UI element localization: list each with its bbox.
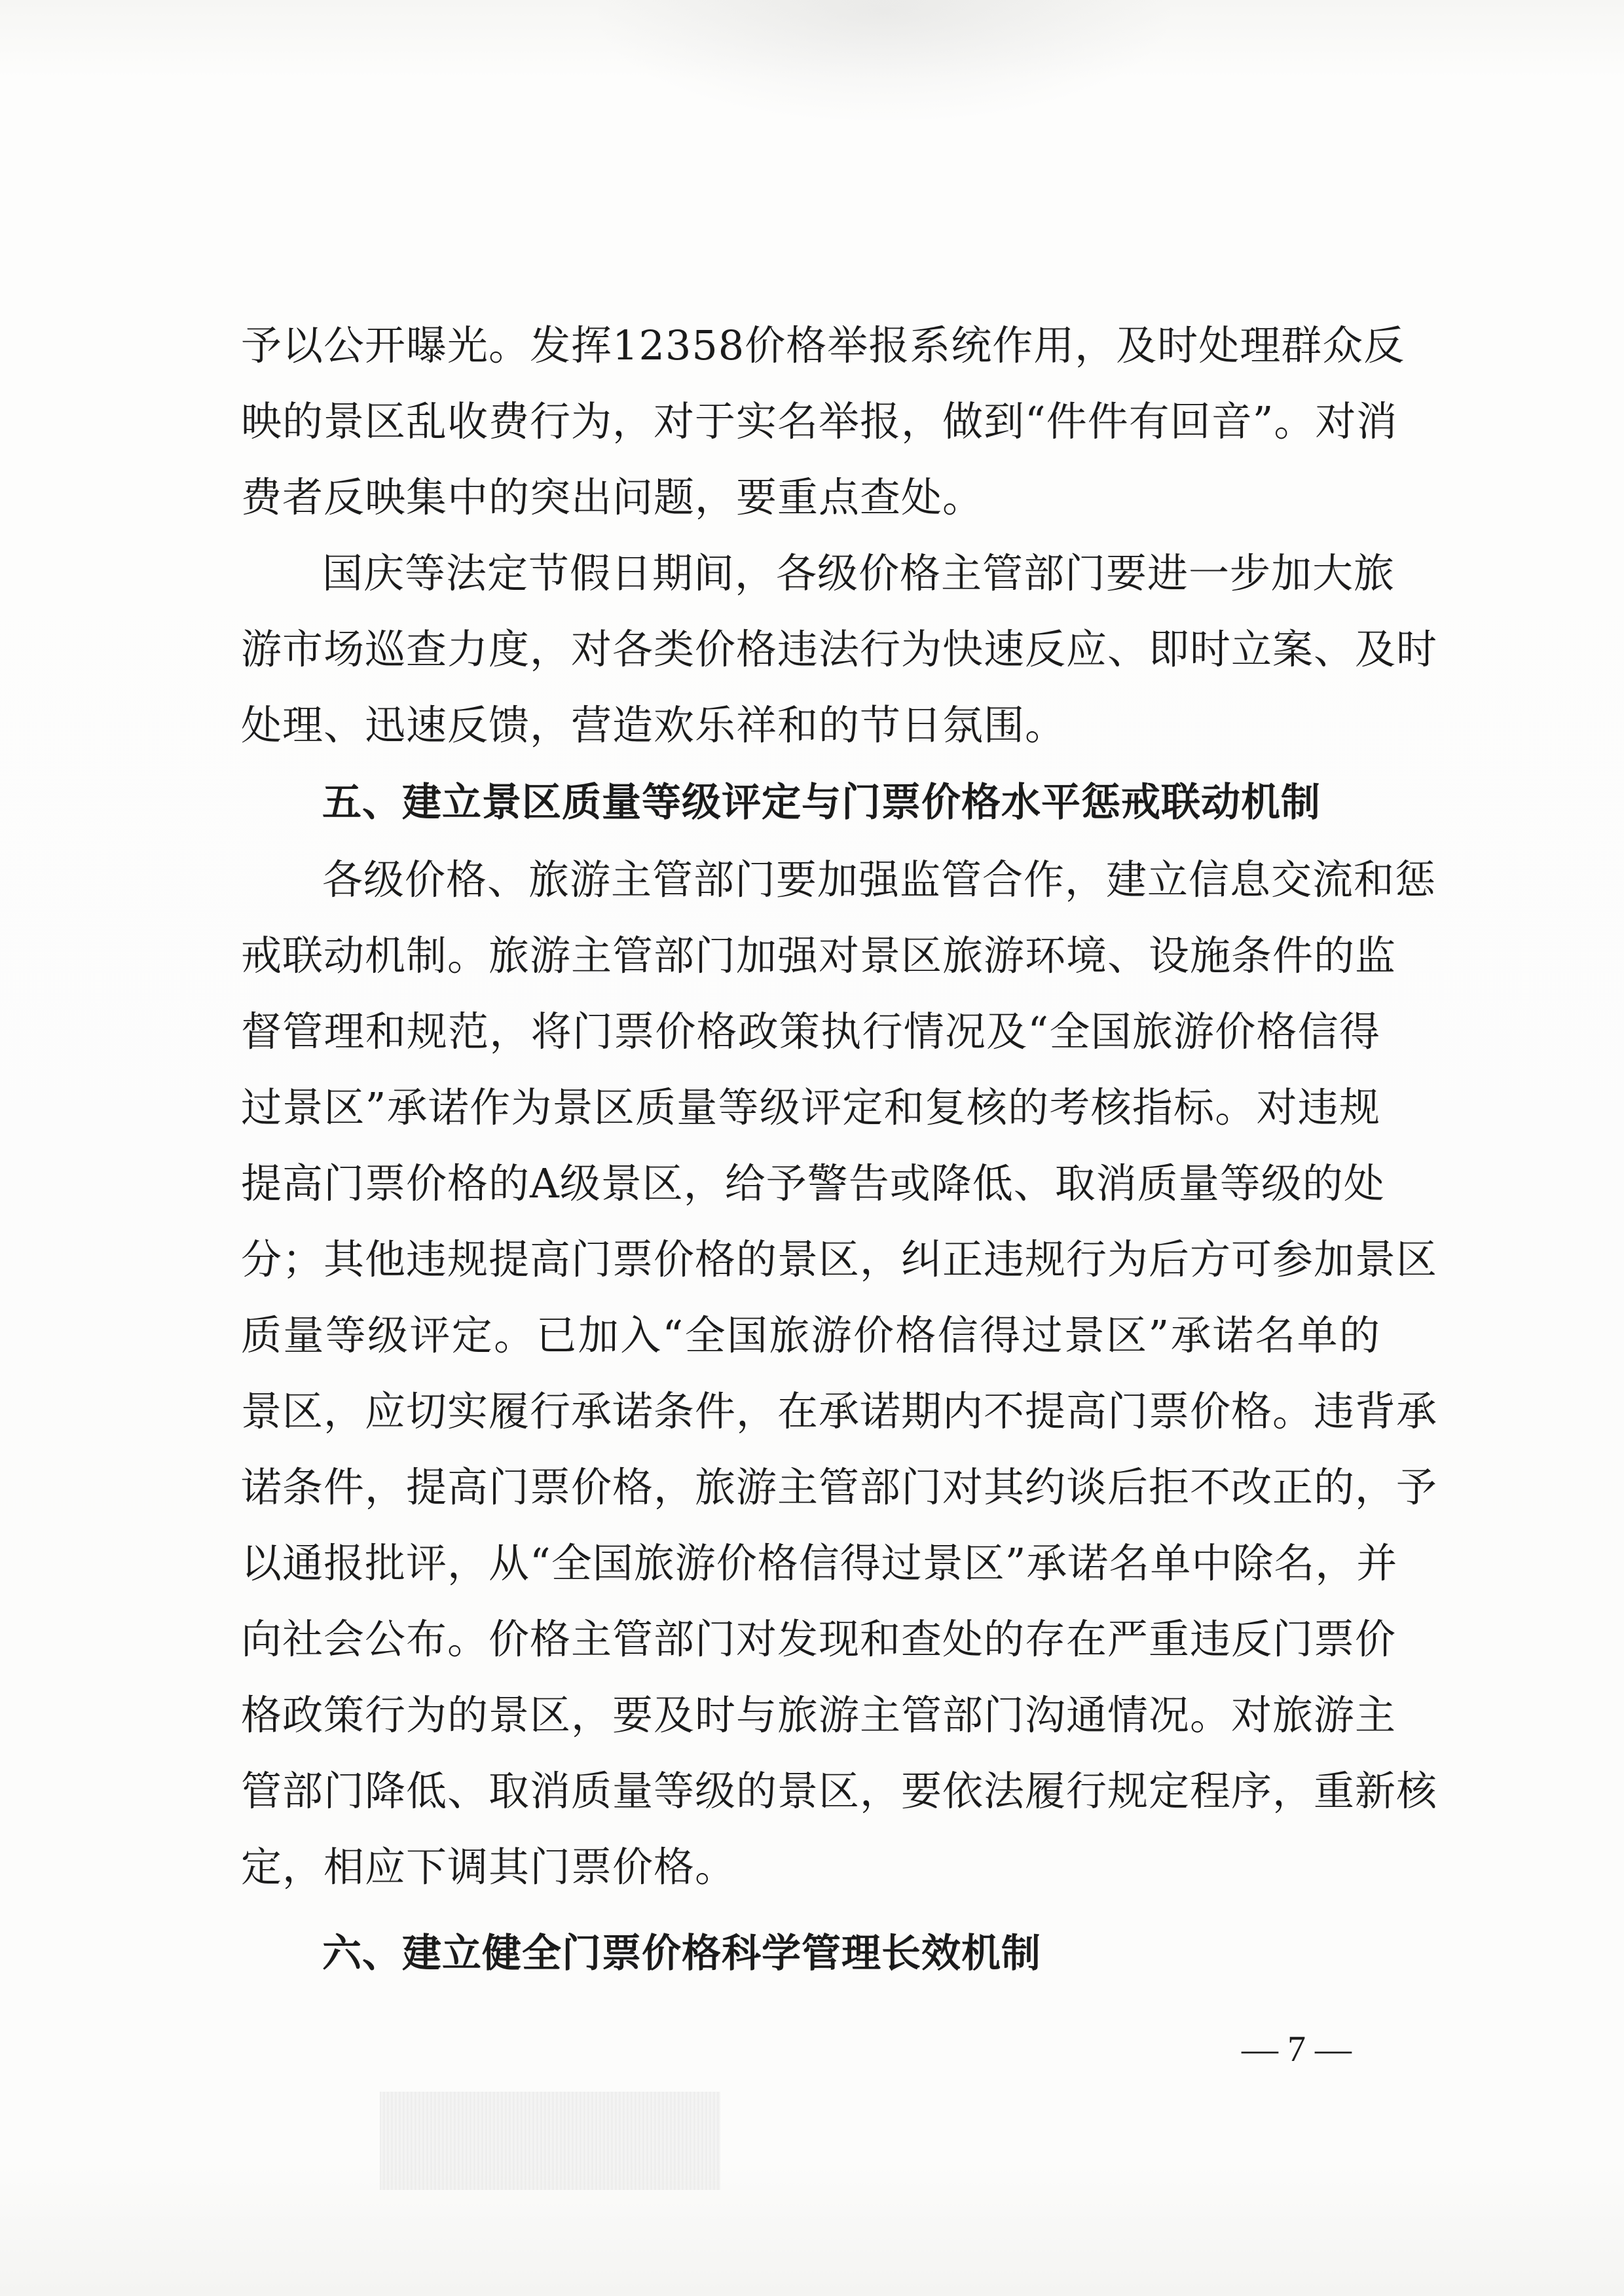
paragraph-line: 映的景区乱收费行为，对于实名举报，做到“件件有回音”。对消 xyxy=(241,397,1398,445)
paragraph-line: 格政策行为的景区，要及时与旅游主管部门沟通情况。对旅游主 xyxy=(241,1691,1397,1739)
paragraph-line: 予以公开曝光。发挥12358价格举报系统作用，及时处理群众反 xyxy=(241,321,1405,369)
document-body xyxy=(241,308,1438,1993)
scan-bleed-through xyxy=(589,0,1179,124)
paragraph-line: 诺条件，提高门票价格，旅游主管部门对其约谈后拒不改正的，予 xyxy=(241,1463,1438,1511)
paragraph-line: 戒联动机制。旅游主管部门加强对景区旅游环境、设施条件的监 xyxy=(241,932,1397,979)
paragraph-line: 提高门票价格的A级景区，给予警告或降低、取消质量等级的处 xyxy=(241,1159,1385,1207)
scan-smudge xyxy=(380,2092,720,2190)
paragraph-line: 向社会公布。价格主管部门对发现和查处的存在严重违反门票价 xyxy=(241,1615,1397,1663)
paragraph-line: 国庆等法定节假日期间，各级价格主管部门要进一步加大旅 xyxy=(322,549,1395,597)
paragraph-line: 分；其他违规提高门票价格的景区，纠正违规行为后方可参加景区 xyxy=(241,1235,1438,1283)
paragraph-line: 管部门降低、取消质量等级的景区，要依法履行规定程序，重新核 xyxy=(241,1767,1438,1815)
page-number: — 7 — xyxy=(1242,2029,1352,2069)
paragraph-line: 质量等级评定。已加入“全国旅游价格信得过景区”承诺名单的 xyxy=(241,1311,1380,1359)
paragraph-line: 费者反映集中的突出问题，要重点查处。 xyxy=(241,473,984,521)
paragraph-line: 以通报批评，从“全国旅游价格信得过景区”承诺名单中除名，并 xyxy=(241,1539,1398,1587)
paragraph-line: 督管理和规范，将门票价格政策执行情况及“全国旅游价格信得 xyxy=(241,1008,1380,1055)
section-heading-5: 五、建立景区质量等级评定与门票价格水平惩戒联动机制 xyxy=(322,780,1321,826)
section-heading-6: 六、建立健全门票价格科学管理长效机制 xyxy=(322,1931,1041,1977)
paragraph-line: 处理、迅速反馈，营造欢乐祥和的节日氛围。 xyxy=(241,701,1067,749)
paragraph-line: 定，相应下调其门票价格。 xyxy=(241,1843,737,1891)
paragraph-line: 各级价格、旅游主管部门要加强监管合作，建立信息交流和惩 xyxy=(322,856,1437,903)
paragraph-line: 游市场巡查力度，对各类价格违法行为快速反应、即时立案、及时 xyxy=(241,625,1438,673)
paragraph-line: 景区，应切实履行承诺条件，在承诺期内不提高门票价格。违背承 xyxy=(241,1387,1438,1435)
paragraph-line: 过景区”承诺作为景区质量等级评定和复核的考核指标。对违规 xyxy=(241,1084,1380,1131)
